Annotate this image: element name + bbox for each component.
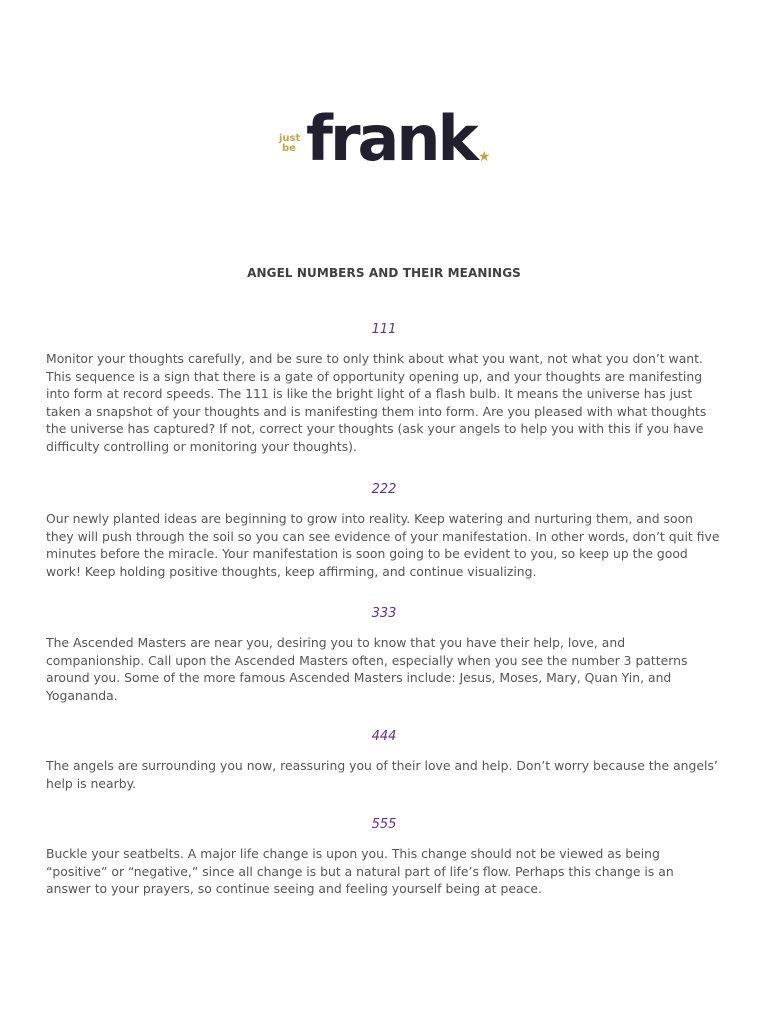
section-222 xyxy=(46,482,722,580)
angel-number-heading: 222 xyxy=(371,482,397,497)
logo-tagline-be: be xyxy=(282,143,296,154)
logo-wordmark: frank xyxy=(306,102,476,175)
document-title: ANGEL NUMBERS AND THEIR MEANINGS xyxy=(247,266,521,280)
brand-logo xyxy=(279,102,499,175)
angel-number-heading: 555 xyxy=(371,817,397,832)
angel-number-heading: 111 xyxy=(371,322,397,337)
section-333 xyxy=(46,606,722,704)
section-111 xyxy=(46,322,722,456)
angel-number-heading: 444 xyxy=(371,729,397,744)
logo-tagline-just: just xyxy=(279,133,301,144)
angel-number-meaning: Our newly planted ideas are beginning to grow into reality. Keep watering and nurturing them, and soon they will push through the soil so you can see evidence of your manifestation. In other words, don’t quit five minutes before the miracle. Your manifestation is soon going to be evident to you, so keep up the good work! Keep holding positive thoughts, keep affirming, and continue visualizing. xyxy=(46,511,720,579)
angel-number-meaning: Buckle your seatbelts. A major life change is upon you. This change should not be viewed as being “positive” or “negative,” since all change is but a natural part of life’s flow. Perhaps this change is an answer to your prayers, so continue seeing and feeling yourself being at peace. xyxy=(46,846,674,897)
angel-number-meaning: The Ascended Masters are near you, desiring you to know that you have their help, love, and companionship. Call upon the Ascended Masters often, especially when you see the number 3 patterns around you. Some of the more famous Ascended Masters include: Jesus, Moses, Mary, Quan Yin, and Yogananda. xyxy=(46,635,688,703)
star-icon: ★ xyxy=(478,149,491,165)
section-444 xyxy=(46,729,722,792)
angel-number-heading: 333 xyxy=(371,606,397,621)
section-555 xyxy=(46,817,722,898)
angel-number-meaning: Monitor your thoughts carefully, and be sure to only think about what you want, not what you don’t want. This sequence is a sign that there is a gate of opportunity opening up, and your thoughts are manifesting into form at record speeds. The 111 is like the bright light of a flash bulb. It means the universe has just taken a snapshot of your thoughts and is manifesting them into form. Are you pleased with what thoughts the universe has captured? If not, correct your thoughts (ask your angels to help you with this if you have difficulty controlling or monitoring your thoughts). xyxy=(46,351,707,454)
angel-number-meaning: The angels are surrounding you now, reassuring you of their love and help. Don’t worry because the angels’ help is nearby. xyxy=(46,758,718,791)
